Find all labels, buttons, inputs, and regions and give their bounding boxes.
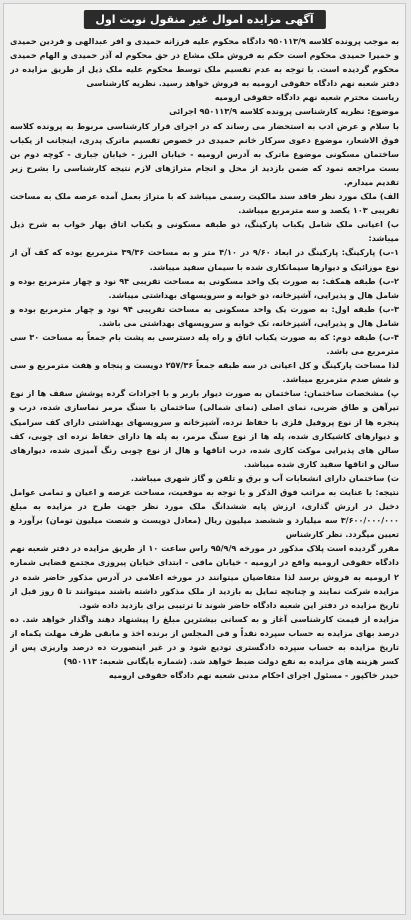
intro-paragraph: به موجب پرونده کلاسه ۹۵۰۱۱۳/۹ دادگاه محکوم علیه فرزانه حمیدی و افر عبدالهی و فردین حمیدی و حمیرا حمیدی محکوم است حکم به فروش ملک مشاع در حق محکوم له آذر حمیدی و الهام حمیدی محکوم گردیده است. با توجه به عدم تقسیم ملک توسط محکوم علیه ملک ذیل از طریق مزایده در دفتر شعبه نهم دادگاه حقوقی ارومیه به فروش خواهد رسید. نظریه کارشناسی: [10, 36, 399, 89]
land-area-paragraph: الف) ملک مورد نظر فاقد سند مالکیت رسمی میباشد که با متراژ بعمل آمده عرصه ملک به مساحت تقریبی ۱۰۳ یکصد و سه مترمربع میباشد.: [10, 191, 399, 216]
parking-paragraph: ۱-ب) پارکینگ: پارکینگ در ابعاد ۹/۶۰ در ۴/۱۰ متر و به مساحت ۳۹/۳۶ مترمربع بوده که کف آن از نوع موزائیک و دیوارها سیمانکاری شده با سیمان سفید میباشد.: [10, 247, 399, 272]
greeting-paragraph: با سلام و عرض ادب به استحضار می رساند که در اجرای قرار کارشناسی مربوط به پرونده کلاسه فوق الاشعار، موضوع دعوی سرکار خانم حمیدی در خصوص تقسیم ماترک پدری، اینجانب از یکباب ساختمان مسکونی موضوع ماترک به آدرس ارومیه - خیابان البرز - خیابان جباری - کوچه دوم بن بست مراجعه نمود که ضمن بازدید از محل و انجام متراژهای لازم نتیجه کارشناسی را بشرح زیر تقدیم میدارم.: [10, 120, 399, 187]
utilities-paragraph: ت) ساختمان دارای انشعابات آب و برق و تلفن و گاز شهری میباشد.: [130, 472, 399, 483]
signature-line: حیدر خاکپور - مسئول اجرای احکام مدنی شعبه نهم دادگاه حقوقی ارومیه: [108, 670, 399, 681]
auction-schedule-paragraph: مقرر گردیده است پلاک مذکور در مورخه ۹۵/۹/۹ راس ساعت ۱۰ از طریق مزایده در دفتر شعبه نهم دادگاه حقوقی ارومیه واقع در ارومیه - خیابان مافی - ابتدای خیابان پیروزی مجتمع قضایی شماره ۲ ارومیه به فروش برسد لذا متقاضیان میتوانند در مورخه اعلامی در آدرس مذکور حاضر شده در مزایده شرکت نمایند و چنانچه تمایل به بازدید از ملک مذکور داشته باشند میتوانند تا ۵ روز قبل از تاریخ مزایده در دفتر این شعبه دادگاه حاضر شوند تا ترتیبی برای بازدید داده شود.: [10, 543, 399, 610]
auction-terms-paragraph: مزایده از قیمت کارشناسی آغاز و به کسانی بیشترین مبلغ را پیشنهاد دهند واگذار خواهد شد. ده درصد بهای مزایده به حساب سپرده نقداً و فی المجلس از برنده اخذ و مابقی ظرف مهلت یکماه از تاریخ مزایده به حساب سپرده دادگستری تودیع شود و در غیر اینصورت ده درصد واریزی پس از کسر هزینه های مزایده به نفع دولت ضبط خواهد شد. (شماره بایگانی شعبه: ۹۵۰۱۱۳): [10, 613, 399, 667]
subject-line: موضوع: نظریه کارشناسی پرونده کلاسه ۹۵۰۱۱۳/۹ اجرائی: [169, 106, 399, 117]
addressee-line: ریاست محترم شعبه نهم دادگاه حقوقی ارومیه: [214, 92, 399, 103]
building-summary-paragraph: ب) اعیانی ملک شامل یکباب پارکینگ، دو طبقه مسکونی و یکباب اتاق بهار خواب به شرح ذیل میباشد:: [10, 219, 399, 244]
building-specs-paragraph: پ) مشخصات ساختمان: ساختمان به صورت دیوار باربر و با اجرادات گرده پوشش سقف ها از نوع تیرآهن و طاق ضربی، نمای اصلی (نمای شمالی) ساختمان با سنگ مرمر نماسازی شده، درب و پنجره ها از نوع پروفیل فلزی با حفاظ نرده، آشپزخانه و سرویسهای بهداشتی دارای کف سرامیک و دیوارهای کاشیکاری شده، پله ها از نوع سنگ مرمر، به پله ها دارای حفاظ نرده ای چوبی، کف سالن های پذیرایی موکت کاری شده، درب اتاقها و هال از نوع چوبی رنگ آمیزی شده، دیوارهای سالن و اتاقها سفید کاری شده میباشد.: [10, 388, 399, 469]
notice-title: آگهی مزایده اموال غیر منقول نوبت اول: [83, 10, 325, 29]
valuation-paragraph: نتیجه: با عنایت به مراتب فوق الذکر و با توجه به موقعیت، مساحت عرصه و اعیان و تمامی عوامل دخیل در ارزش گذاری، ارزش پایه ششدانگ ملک مورد نظر جهت طرح در مزایده به مبلغ ۳/۶۰۰/۰۰۰/۰۰۰ سه میلیارد و ششصد میلیون ریال (معادل دویست و شصت میلیون تومان) برآورد و تعیین میگردد. نظر کارشناس: [10, 487, 399, 540]
first-floor-paragraph: ۳-ب) طبقه اول: به صورت یک واحد مسکونی به مساحت تقریبی ۹۴ نود و چهار مترمربع بوده و شامل هال و پذیرایی، آشپزخانه، تک خوابه و سرویسهای بهداشتی می باشد.: [10, 303, 399, 328]
ground-floor-paragraph: ۲-ب) طبقه همکف: به صورت یک واحد مسکونی به مساحت تقریبی ۹۴ نود و چهار مترمربع بوده و شامل هال و پذیرایی، آشپزخانه، دو خوابه و سرویسهای بهداشتی میباشد.: [10, 275, 399, 300]
second-floor-paragraph: ۴-ب) طبقه دوم: که به صورت یکباب اتاق و راه پله دسترسی به پشت بام جمعاً به مساحت ۳۰ سی مترمربع می باشد.: [10, 331, 399, 357]
total-area-paragraph: لذا مساحت پارکینگ و کل اعیانی در سه طبقه جمعاً ۲۵۷/۳۶ دویست و پنجاه و هفت مترمربع و سی و شش صدم مترمربع میباشد.: [10, 360, 399, 385]
notice-body: [10, 34, 399, 908]
notice-clipping: [3, 3, 406, 915]
